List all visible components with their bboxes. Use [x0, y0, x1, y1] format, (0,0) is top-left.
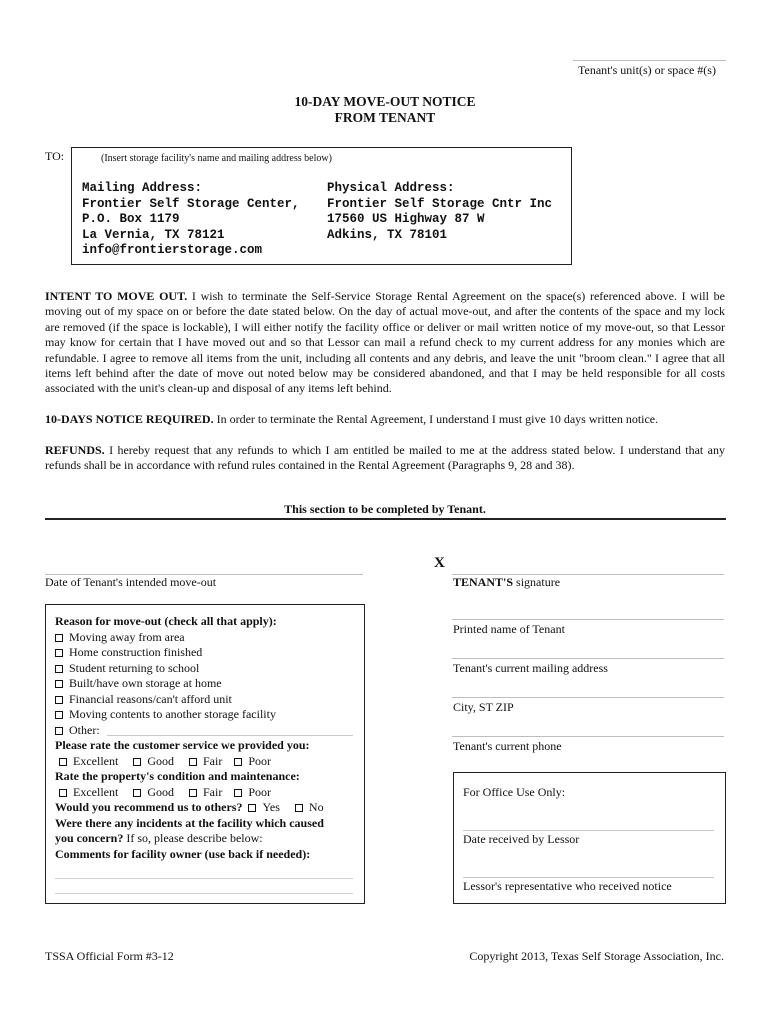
mailing-address-pobox: P.O. Box 1179: [82, 212, 180, 226]
checkbox-icon[interactable]: [133, 758, 141, 766]
service-rating-question: Please rate the customer service we provided you:: [55, 738, 310, 752]
refunds-text: I hereby request that any refunds to which I am entitled be mailed to me at the address stated below. I understand that any refunds shall be in accordance with refund rules contained in the Rental Agreement (Paragraphs 9, 28 and 38).: [45, 443, 725, 473]
checkbox-icon[interactable]: [55, 711, 63, 719]
reasons-heading: Reason for move-out (check all that apply):: [55, 614, 277, 628]
printed-name-line[interactable]: [452, 619, 724, 620]
other-reason-line[interactable]: [107, 735, 353, 736]
mailing-address-label: Tenant's current mailing address: [453, 661, 608, 675]
physical-address-block: [327, 181, 552, 243]
mailing-address-city: La Vernia, TX 78121: [82, 227, 225, 242]
unit-label: Tenant's unit(s) or space #(s): [578, 63, 716, 77]
intent-text: I wish to terminate the Self-Service Storage Rental Agreement on the space(s) referenced above. I will be moving out of my space on or before the date stated below. On the day of actual move-out, and after the contents of the space and my lock are removed (if the space is lockable), I will either notify the facility office or deliver or mail written notice of my move-out, so that Lessor may know for certain that I have moved out and so that Lessor can mail a refund check to my current address for any monies which are refundable. I agree to remove all items from the unit, including all contents and any debris, and leave the unit "broom clean." I agree that all items left behind after the date of move out noted below may be considered abandoned, and that I may be held responsible for all costs associated with the unit's clean-up and disposal of any items left behind.: [45, 289, 725, 396]
comments-question: Comments for facility owner (use back if needed):: [55, 846, 311, 861]
reason-other[interactable]: Other:: [55, 723, 355, 739]
notice-text: In order to terminate the Rental Agreement, I understand I must give 10 days written notice.: [213, 412, 659, 426]
office-use-box: [453, 772, 726, 904]
comments-line-2[interactable]: [55, 893, 353, 894]
intent-paragraph: [45, 289, 725, 397]
recommend-yes[interactable]: Yes: [248, 800, 279, 814]
refunds-paragraph: [45, 443, 725, 474]
intent-heading: INTENT TO MOVE OUT.: [45, 289, 188, 303]
property-good[interactable]: Good: [133, 785, 174, 799]
service-poor[interactable]: Poor: [234, 754, 271, 768]
checkbox-icon[interactable]: [234, 789, 242, 797]
city-label: City, ST ZIP: [453, 700, 514, 714]
phone-label: Tenant's current phone: [453, 739, 562, 753]
date-received-line[interactable]: [463, 830, 714, 831]
signature-label-rest: signature: [513, 575, 561, 589]
property-excellent[interactable]: Excellent: [59, 785, 118, 799]
checkbox-icon[interactable]: [55, 634, 63, 642]
refunds-heading: REFUNDS.: [45, 443, 105, 457]
physical-address-name: Frontier Self Storage Cntr Inc: [327, 196, 553, 211]
form-id: TSSA Official Form #3-12: [45, 949, 174, 963]
comments-line-1[interactable]: [55, 878, 353, 879]
service-fair[interactable]: Fair: [189, 754, 222, 768]
to-label: TO:: [45, 149, 65, 163]
checkbox-icon[interactable]: [55, 649, 63, 657]
signature-label-bold: TENANT'S: [453, 575, 514, 589]
checkbox-icon[interactable]: [189, 758, 197, 766]
recommend-question: Would you recommend us to others?: [55, 800, 243, 814]
service-excellent[interactable]: Excellent: [59, 754, 118, 768]
physical-address-street: 17560 US Highway 87 W: [327, 212, 485, 226]
checkbox-icon[interactable]: [189, 789, 197, 797]
representative-label: Lessor's representative who received notice: [463, 879, 672, 893]
facility-address-box[interactable]: [71, 147, 572, 265]
checkbox-icon[interactable]: [59, 789, 67, 797]
property-fair[interactable]: Fair: [189, 785, 222, 799]
checkbox-icon[interactable]: [248, 804, 256, 812]
page-title-line2: FROM TENANT: [334, 110, 436, 125]
representative-line[interactable]: [463, 877, 714, 878]
mailing-address-block: [82, 181, 300, 259]
checkbox-icon[interactable]: [295, 804, 303, 812]
office-use-heading: For Office Use Only:: [463, 785, 566, 799]
date-received-label: Date received by Lessor: [463, 832, 580, 846]
checkbox-icon[interactable]: [133, 789, 141, 797]
checkbox-icon[interactable]: [55, 665, 63, 673]
checkbox-icon[interactable]: [55, 680, 63, 688]
phone-line[interactable]: [452, 736, 724, 737]
tenant-section-heading: This section to be completed by Tenant.: [284, 502, 486, 516]
physical-address-heading: Physical Address:: [327, 181, 455, 195]
checkbox-icon[interactable]: [59, 758, 67, 766]
incidents-question-line2: you concern? If so, please describe below:: [55, 831, 263, 845]
reason-home-construction[interactable]: Home construction finished: [55, 645, 355, 661]
property-poor[interactable]: Poor: [234, 785, 271, 799]
section-divider: [45, 518, 726, 520]
recommend-row: [55, 800, 355, 816]
copyright: Copyright 2013, Texas Self Storage Association, Inc.: [469, 949, 724, 963]
reason-financial[interactable]: Financial reasons/can't afford unit: [55, 692, 355, 708]
mailing-address-line[interactable]: [452, 658, 724, 659]
reason-own-storage[interactable]: Built/have own storage at home: [55, 676, 355, 692]
reason-moving-away[interactable]: Moving away from area: [55, 630, 355, 646]
service-rating-options: [55, 754, 355, 770]
notice-heading: 10-DAYS NOTICE REQUIRED.: [45, 412, 214, 426]
signature-x-mark: X: [434, 555, 445, 571]
printed-name-label: Printed name of Tenant: [453, 622, 565, 636]
unit-number-line: [573, 60, 726, 61]
mailing-address-email: info@frontierstorage.com: [82, 243, 263, 257]
mailing-address-heading: Mailing Address:: [82, 181, 203, 195]
address-instruction: (Insert storage facility's name and mailing address below): [101, 153, 332, 164]
page-title-line1: 10-DAY MOVE-OUT NOTICE: [294, 94, 476, 109]
incidents-question-line1: Were there any incidents at the facility which caused: [55, 815, 324, 830]
service-good[interactable]: Good: [133, 754, 174, 768]
property-rating-question: Rate the property's condition and maintenance:: [55, 769, 300, 783]
mailing-address-name: Frontier Self Storage Center,: [82, 196, 300, 211]
reason-another-facility[interactable]: Moving contents to another storage facility: [55, 707, 355, 723]
property-rating-options: [55, 785, 355, 801]
physical-address-city: Adkins, TX 78101: [327, 227, 448, 242]
checkbox-icon[interactable]: [55, 727, 63, 735]
move-out-reasons-box: [45, 604, 365, 904]
reason-student[interactable]: Student returning to school: [55, 661, 355, 677]
city-line[interactable]: [452, 697, 724, 698]
notice-paragraph: [45, 412, 725, 427]
move-out-date-label: Date of Tenant's intended move-out: [45, 575, 217, 589]
checkbox-icon[interactable]: [234, 758, 242, 766]
signature-label: [453, 575, 560, 590]
recommend-no[interactable]: No: [295, 800, 324, 814]
checkbox-icon[interactable]: [55, 696, 63, 704]
